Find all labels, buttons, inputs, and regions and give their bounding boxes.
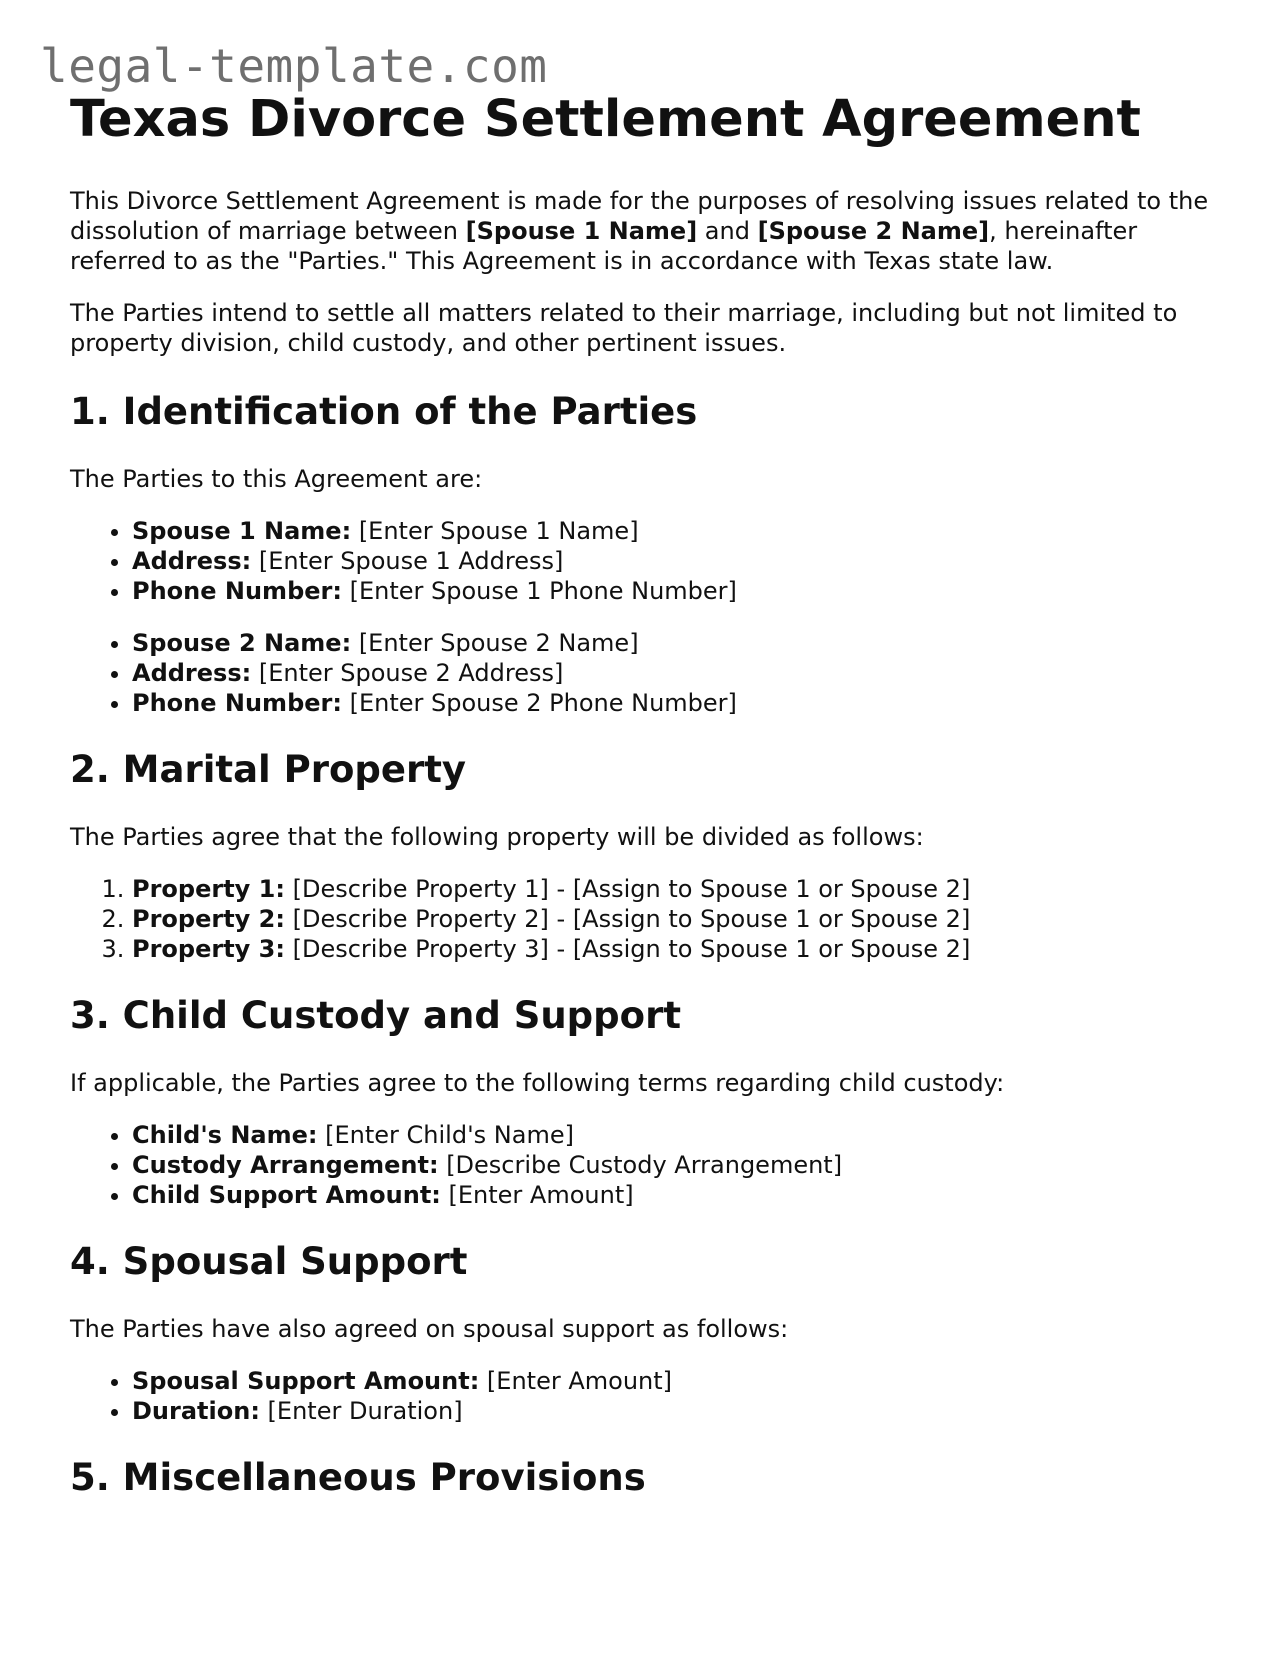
section-heading-spousal-support: 4. Spousal Support [70, 1240, 468, 1283]
list-item [132, 628, 1220, 658]
field-label: Spouse 1 Name: [132, 517, 352, 545]
intro-text-after: , hereinafter referred to as the "Parties." This Agreement is in accordance with Texas state law. [70, 217, 1138, 275]
field-label: Property 3: [132, 935, 285, 963]
field-label: Spouse 2 Name: [132, 629, 352, 657]
list-item [132, 546, 1220, 576]
spouse-2-details-list [70, 628, 1220, 718]
field-value: [Enter Amount] [440, 1181, 634, 1209]
intro-text-mid: and [697, 217, 758, 245]
list-item [132, 874, 1220, 904]
field-label: Property 2: [132, 905, 285, 933]
list-item [132, 1180, 1220, 1210]
intro-paragraph-1 [70, 186, 1220, 276]
list-item [132, 1396, 1220, 1426]
field-label: Phone Number: [132, 689, 342, 717]
list-item [132, 688, 1220, 718]
field-label: Child's Name: [132, 1121, 318, 1149]
field-label: Child Support Amount: [132, 1181, 441, 1209]
field-value: [Describe Custody Arrangement] [438, 1151, 843, 1179]
field-label: Address: [132, 547, 252, 575]
section-heading-miscellaneous: 5. Miscellaneous Provisions [70, 1456, 646, 1499]
field-label: Phone Number: [132, 577, 342, 605]
spouse-1-details-list [70, 516, 1220, 606]
section-heading-child-custody: 3. Child Custody and Support [70, 994, 682, 1037]
field-value: [Enter Spouse 2 Address] [251, 659, 564, 687]
list-item [132, 516, 1220, 546]
intro-text-before: This Divorce Settlement Agreement is made for the purposes of resolving issues related to the dissolution of marriage between [70, 187, 1209, 245]
field-value: [Enter Child's Name] [317, 1121, 574, 1149]
field-label: Address: [132, 659, 252, 687]
section-lead-child-custody: If applicable, the Parties agree to the following terms regarding child custody: [70, 1069, 1005, 1097]
list-item [132, 1120, 1220, 1150]
field-value: [Enter Spouse 1 Phone Number] [341, 577, 737, 605]
document-content [70, 88, 1220, 1500]
field-value: [Describe Property 1] - [Assign to Spouse 1 or Spouse 2] [284, 875, 971, 903]
list-item [132, 904, 1220, 934]
field-value: [Enter Amount] [479, 1367, 673, 1395]
field-value: [Enter Spouse 1 Name] [351, 517, 639, 545]
section-heading-marital-property: 2. Marital Property [70, 748, 467, 791]
section-lead-marital-property: The Parties agree that the following property will be divided as follows: [70, 823, 924, 851]
section-lead-identification: The Parties to this Agreement are: [70, 465, 483, 493]
field-value: [Enter Spouse 1 Address] [251, 547, 564, 575]
field-value: [Enter Duration] [259, 1397, 463, 1425]
field-label: Duration: [132, 1397, 260, 1425]
list-item [132, 1150, 1220, 1180]
spousal-support-list [70, 1366, 1220, 1426]
field-label: Property 1: [132, 875, 285, 903]
property-list [70, 874, 1220, 964]
list-item [132, 1366, 1220, 1396]
list-item [132, 658, 1220, 688]
section-heading-identification: 1. Identification of the Parties [70, 390, 698, 433]
intro-paragraph-2: The Parties intend to settle all matters related to their marriage, including but not limited to property division, child custody, and other pertinent issues. [70, 299, 1178, 357]
field-value: [Describe Property 3] - [Assign to Spouse 1 or Spouse 2] [284, 935, 971, 963]
section-lead-spousal-support: The Parties have also agreed on spousal support as follows: [70, 1315, 789, 1343]
spouse-1-placeholder: [Spouse 1 Name] [465, 217, 698, 245]
watermark: legal-template.com [40, 39, 548, 93]
field-value: [Enter Spouse 2 Phone Number] [341, 689, 737, 717]
field-label: Spousal Support Amount: [132, 1367, 480, 1395]
field-value: [Describe Property 2] - [Assign to Spouse 1 or Spouse 2] [284, 905, 971, 933]
document-title: Texas Divorce Settlement Agreement [70, 90, 1141, 149]
field-label: Custody Arrangement: [132, 1151, 439, 1179]
list-item [132, 934, 1220, 964]
spouse-2-placeholder: [Spouse 2 Name] [757, 217, 990, 245]
field-value: [Enter Spouse 2 Name] [351, 629, 639, 657]
list-item [132, 576, 1220, 606]
child-custody-list [70, 1120, 1220, 1210]
